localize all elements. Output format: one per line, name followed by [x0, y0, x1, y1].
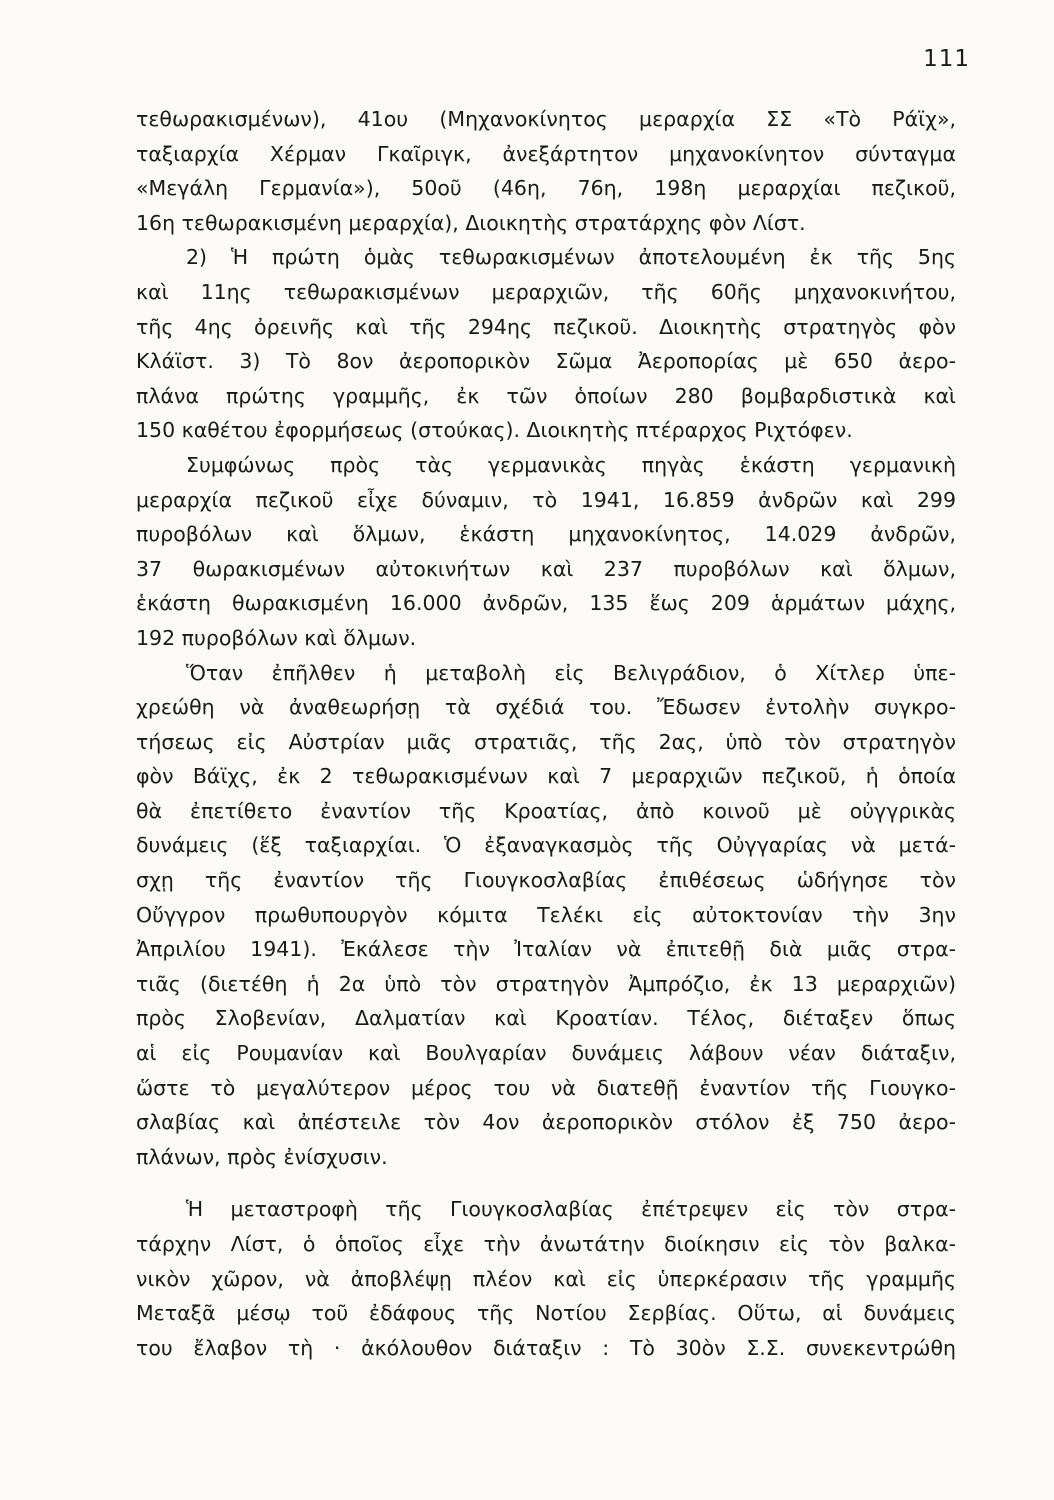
text-line: πρὸς Σλοβενίαν, Δαλματίαν καὶ Κροατίαν. Τέλος, διέταξεν ὅπως	[136, 1006, 956, 1031]
text-line: πλάνων, πρὸς ἐνίσχυσιν.	[136, 1144, 388, 1169]
paragraph-4	[136, 656, 956, 1175]
text-line: Ἡ μεταστροφὴ τῆς Γιουγκοσλαβίας ἐπέτρεψεν εἰς τὸν στρα-	[186, 1197, 956, 1222]
text-line: 2) Ἡ πρώτη ὁμὰς τεθωρακισμένων ἀποτελουμένη ἐκ τῆς 5ης	[186, 245, 956, 270]
text-line: 16η τεθωρακισμένη μεραρχία), Διοικητὴς στρατάρχης φὸν Λίστ.	[136, 210, 806, 235]
text-line: ἑκάστη θωρακισμένη 16.000 ἀνδρῶν, 135 ἕως 209 ἁρμάτων μάχης,	[136, 591, 956, 616]
text-line: τιᾶς (διετέθη ἡ 2α ὑπὸ τὸν στρατηγὸν Ἀμπρόζιο, ἐκ 13 μεραρχιῶν)	[136, 971, 956, 996]
text-line: Ἀπριλίου 1941). Ἐκάλεσε τὴν Ἰταλίαν νὰ ἐπιτεθῇ διὰ μιᾶς στρα-	[136, 937, 956, 962]
paragraph-5	[136, 1192, 956, 1365]
text-line: δυνάμεις (ἕξ ταξιαρχίαι. Ὁ ἐξαναγκασμὸς τῆς Οὐγγαρίας νὰ μετά-	[136, 833, 956, 858]
text-line: Συμφώνως πρὸς τὰς γερμανικὰς πηγὰς ἑκάστη γερμανικὴ	[186, 452, 956, 477]
paragraph-gap	[136, 1174, 956, 1192]
text-line: τεθωρακισμένων), 41ου (Μηχανοκίνητος μεραρχία ΣΣ «Τὸ Ράϊχ»,	[136, 107, 956, 131]
text-line: Ὅταν ἐπῆλθεν ἡ μεταβολὴ εἰς Βελιγράδιον, ὁ Χίτλερ ὑπε-	[186, 660, 956, 685]
text-line: 192 πυροβόλων καὶ ὅλμων.	[136, 625, 417, 650]
text-line: καὶ 11ης τεθωρακισμένων μεραρχιῶν, τῆς 60ῆς μηχανοκινήτου,	[136, 279, 956, 304]
text-line: 150 καθέτου ἐφορμήσεως (στούκας). Διοικητὴς πτέραρχος Ριχτόφεν.	[136, 418, 853, 443]
body-text	[136, 102, 956, 1365]
paragraph-1	[136, 102, 956, 240]
text-line: Οὔγγρον πρωθυπουργὸν κόμιτα Τελέκι εἰς αὐτοκτονίαν τὴν 3ην	[136, 902, 956, 927]
page-number: 111	[923, 46, 970, 72]
text-line: 37 θωρακισμένων αὐτοκινήτων καὶ 237 πυροβόλων καὶ ὅλμων,	[136, 556, 956, 581]
text-line: πλάνα πρώτης γραμμῆς, ἐκ τῶν ὁποίων 280 βομβαρδιστικὰ καὶ	[136, 383, 956, 408]
text-line: αἱ εἰς Ρουμανίαν καὶ Βουλγαρίαν δυνάμεις λάβουν νέαν διάταξιν,	[136, 1041, 956, 1066]
text-line: χρεώθη νὰ ἀναθεωρήσῃ τὰ σχέδιά του. Ἔδωσεν ἐντολὴν συγκρο-	[136, 695, 956, 720]
paragraph-2	[136, 240, 956, 448]
text-line: φὸν Βάϊχς, ἐκ 2 τεθωρακισμένων καὶ 7 μεραρχιῶν πεζικοῦ, ἡ ὁποία	[136, 764, 956, 789]
text-line: «Μεγάλη Γερμανία»), 50οῦ (46η, 76η, 198η μεραρχίαι πεζικοῦ,	[136, 176, 956, 201]
text-line: του ἔλαβον τὴ · ἀκόλουθον διάταξιν : Τὸ 30ὸν Σ.Σ. συνεκεντρώθη	[136, 1335, 956, 1360]
text-line: τήσεως εἰς Αὐστρίαν μιᾶς στρατιᾶς, τῆς 2ας, ὑπὸ τὸν στρατηγὸν	[136, 729, 956, 754]
text-line: νικὸν χῶρον, νὰ ἀποβλέψῃ πλέον καὶ εἰς ὑπερκέρασιν τῆς γραμμῆς	[136, 1266, 956, 1291]
text-line: σχῃ τῆς ἐναντίον τῆς Γιουγκοσλαβίας ἐπιθέσεως ὡδήγησε τὸν	[136, 868, 956, 893]
text-line: τάρχην Λίστ, ὁ ὁποῖος εἶχε τὴν ἀνωτάτην διοίκησιν εἰς τὸν βαλκα-	[136, 1232, 956, 1256]
text-line: τῆς 4ης ὀρεινῆς καὶ τῆς 294ης πεζικοῦ. Διοικητὴς στρατηγὸς φὸν	[136, 314, 956, 339]
text-line: ὥστε τὸ μεγαλύτερον μέρος του νὰ διατεθῇ ἐναντίον τῆς Γιουγκο-	[136, 1075, 956, 1100]
text-line: σλαβίας καὶ ἀπέστειλε τὸν 4ον ἀεροπορικὸν στόλον ἐξ 750 ἀερο-	[136, 1110, 956, 1135]
text-line: μεραρχία πεζικοῦ εἶχε δύναμιν, τὸ 1941, 16.859 ἀνδρῶν καὶ 299	[136, 487, 956, 512]
text-line: πυροβόλων καὶ ὅλμων, ἑκάστη μηχανοκίνητος, 14.029 ἀνδρῶν,	[136, 522, 956, 547]
text-line: Κλάϊστ. 3) Τὸ 8ον ἀεροπορικὸν Σῶμα Ἀεροπορίας μὲ 650 ἀερο-	[136, 349, 956, 374]
text-line: ταξιαρχία Χέρμαν Γκαῖριγκ, ἀνεξάρτητον μηχανοκίνητον σύνταγμα	[136, 141, 956, 166]
paragraph-3	[136, 448, 956, 656]
text-line: θὰ ἐπετίθετο ἐναντίον τῆς Κροατίας, ἀπὸ κοινοῦ μὲ οὐγγρικὰς	[136, 798, 956, 823]
text-line: Μεταξᾶ μέσῳ τοῦ ἐδάφους τῆς Νοτίου Σερβίας. Οὕτω, αἱ δυνάμεις	[136, 1301, 956, 1326]
